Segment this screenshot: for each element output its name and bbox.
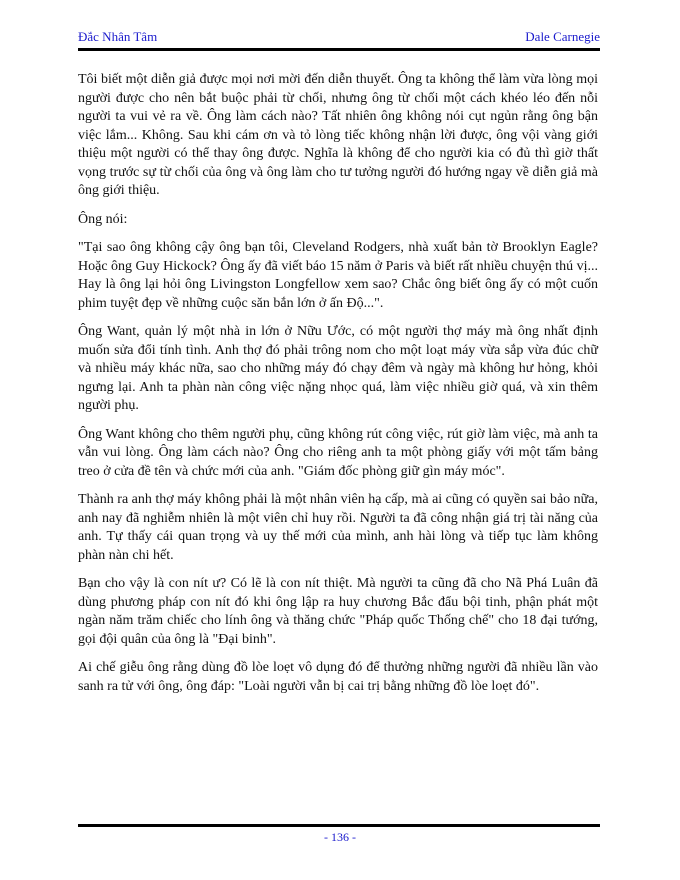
header-author: Dale Carnegie <box>525 29 600 44</box>
footer-rule <box>78 824 600 827</box>
paragraph: "Tại sao ông không cậy ông bạn tôi, Cleveland Rodgers, nhà xuất bản tờ Brooklyn Eagle? Hoặc ông Guy Hickock? Ông ấy đã viết báo 15 năm ở Paris và biết rất nhiều chuyện thú vị... Hay là ông lại hỏi ông Livingston Longfellow xem sao? Chắc ông biết ông ấy có một cuốn phim tuyệt đẹp về những cuộc săn bắn lớn ở ấn Độ...". <box>78 240 598 311</box>
page-number: - 136 - <box>324 830 356 844</box>
page-footer <box>0 830 680 845</box>
paragraph: Bạn cho vậy là con nít ư? Có lẽ là con nít thiệt. Mà người ta cũng đã cho Nã Phá Luân đã dùng phương pháp con nít đó khi ông lập ra huy chương Bắc đẩu bội tinh, phận phát một ngàn năm trăm chiếc cho lính ông và thăng chức "Pháp quốc Thống chế" cho 18 đại tướng, gọi đội quân của ông là "Đại binh". <box>78 576 598 647</box>
page-header <box>78 29 600 45</box>
paragraph: Ông nói: <box>78 211 128 227</box>
paragraph: Thành ra anh thợ máy không phải là một nhân viên hạ cấp, mà ai cũng có quyền sai bảo nữa, anh nay đã nghiễm nhiên là một viên chỉ huy rồi. Người ta đã công nhận giá trị tài năng của anh. Tự thấy cái quan trọng và uy thế mới của mình, anh hài lòng và tiếp tục làm không phàn nàn chi hết. <box>78 492 598 563</box>
paragraph: Ông Want không cho thêm người phụ, cũng không rút công việc, rút giờ làm việc, mà anh ta vẫn vui lòng. Ông làm cách nào? Ông cho riêng anh ta một phòng giấy với một tấm bảng treo ở cửa đề tên và chức mới của anh. "Giám đốc phòng giữ gìn máy móc". <box>78 426 598 479</box>
paragraph: Tôi biết một diễn giả được mọi nơi mời đến diễn thuyết. Ông ta không thể làm vừa lòng mọi người được cho nên bắt buộc phải từ chối, nhưng ông từ chối một cách khéo léo đến nỗi người ta vui vẻ ra về. Ông làm cách nào? Tất nhiên ông không nói cụt ngủn rằng ông bận việc lắm... Không. Sau khi cám ơn và tỏ lòng tiếc không nhận lời được, ông vội vàng giới thiệu một người có thể thay ông được. Nghĩa là không để cho người kia có đủ thì giờ thất vọng trước sự từ chối của ông và ông làm cho tư tưởng người đó hướng ngay về diễn giả mà ông giới thiệu. <box>78 72 598 198</box>
paragraph: Ông Want, quản lý một nhà in lớn ở Nữu Ước, có một người thợ máy mà ông nhất định muốn sửa đổi tính tình. Anh thợ đó phải trông nom cho một loạt máy vừa sắp vừa đúc chữ và nhiều máy khác nữa, sao cho những máy đó chạy đêm và ngày mà không hư hỏng, khỏi ngưng lại. Anh ta phàn nàn công việc nặng nhọc quá, làm việc nhiều giờ quá, và xin thêm người phụ. <box>78 324 598 413</box>
paragraph: Ai chế giễu ông rằng dùng đồ lòe loẹt vô dụng đó để thưởng những người đã nhiều lần vào sanh ra tử với ông, ông đáp: "Loài người vẫn bị cai trị bằng những đồ lòe loẹt đó". <box>78 660 598 694</box>
header-rule <box>78 48 600 51</box>
header-book-title: Đắc Nhân Tâm <box>78 29 158 44</box>
document-body <box>78 71 598 706</box>
